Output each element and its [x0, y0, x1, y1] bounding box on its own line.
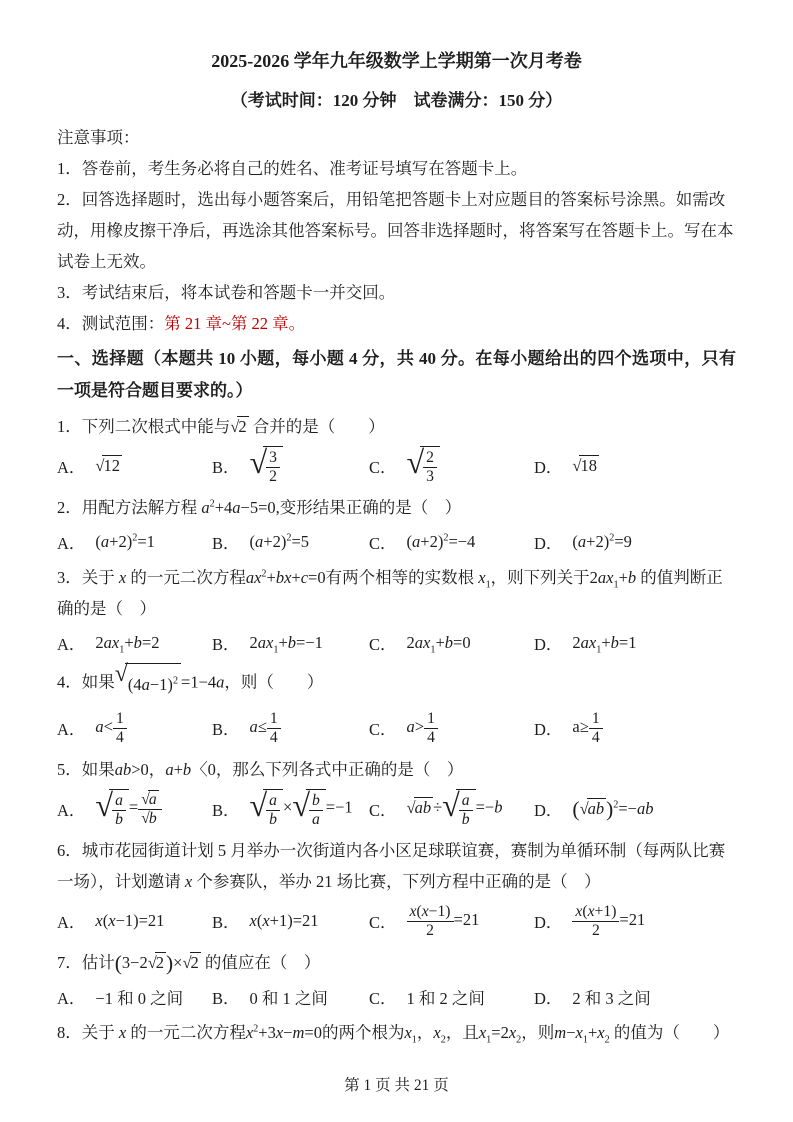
- question-7: [57, 947, 736, 1013]
- option-label: B．: [212, 913, 240, 932]
- option-label: A．: [57, 801, 86, 820]
- option-label: A．: [57, 458, 86, 477]
- option-label: A．: [57, 533, 86, 553]
- question-6: [57, 835, 736, 943]
- question-1-option-d: [534, 454, 736, 478]
- option-label: D．: [534, 533, 563, 553]
- option-formula: √ $\frac{a}{b}$ = $\frac{√a}{√b}$: [95, 789, 161, 828]
- question-5-option-d: [534, 797, 736, 821]
- option-formula: a≤ $\frac{1}{4}$: [250, 710, 281, 746]
- question-2: [57, 492, 736, 558]
- option-formula: x(x+1)=21: [249, 911, 319, 930]
- question-3-option-d: [534, 631, 736, 655]
- notices-heading: 注意事项：: [57, 128, 140, 147]
- question-5-option-b: [212, 789, 369, 828]
- option-formula: $(a+2)^2=9$: [572, 531, 632, 551]
- page-subtitle: （考试时间：120 分钟 试卷满分：150 分）: [230, 91, 563, 110]
- question-6-option-d: [534, 903, 736, 939]
- notice-item-4: 4．测试范围：第 21 章~第 22 章。: [57, 314, 306, 333]
- question-8: [57, 1017, 736, 1048]
- option-label: C．: [369, 720, 397, 739]
- option-label: B．: [212, 988, 240, 1008]
- option-formula: $2ax_1+b=1$: [572, 632, 637, 655]
- question-4-option-c: [369, 710, 534, 746]
- option-formula: √ $\frac{2}{3}$: [407, 446, 440, 485]
- question-6-stem: 6．城市花园街道计划 5 月举办一次街道内各小区足球联谊赛，赛制为单循环制（每两队比赛一场），计划邀请 x 个参赛队，举办 21 场比赛，下列方程中正确的是（ ）: [57, 841, 726, 891]
- question-5-option-c: [369, 789, 534, 828]
- option-label: C．: [369, 533, 397, 553]
- question-6-options: [57, 899, 736, 943]
- question-3-option-c: [369, 631, 534, 655]
- option-label: C．: [369, 988, 397, 1008]
- option-text: 1 和 2 之间: [406, 988, 485, 1008]
- notice-item-2: 2．回答选择题时，选出每小题答案后，用铅笔把答题卡上对应题目的答案标号涂黑。如需改动，用橡皮擦干净后，再选涂其他答案标号。回答非选择题时，将答案写在答题卡上。写在本试卷上无效。: [57, 190, 734, 271]
- option-formula: $\frac{x(x+1)}{2}$ =21: [572, 903, 645, 939]
- option-formula: √ab ÷ √ $\frac{a}{b}$ =−b: [406, 787, 503, 828]
- notice-item-3: 3．考试结束后，将本试卷和答题卡一并交回。: [57, 283, 396, 302]
- question-4-options: [57, 706, 736, 750]
- option-text: −1 和 0 之间: [95, 988, 184, 1008]
- notices-section: [57, 122, 736, 339]
- question-5-option-a: [57, 789, 212, 828]
- option-formula: $(√ab)^2=-ab$: [572, 797, 654, 822]
- question-7-option-c: [369, 985, 534, 1009]
- option-label: B．: [212, 533, 240, 553]
- option-label: B．: [212, 801, 240, 820]
- option-label: B．: [212, 720, 240, 739]
- option-formula: √18: [572, 456, 597, 475]
- option-formula: $(a+2)^2=1$: [95, 531, 155, 551]
- option-formula: a> $\frac{1}{4}$: [407, 710, 438, 746]
- option-label: C．: [369, 458, 397, 477]
- option-formula: $2ax_1+b=2$: [95, 632, 160, 655]
- section-heading-choice: 一、选择题（本题共 10 小题，每小题 4 分，共 40 分。在每小题给出的四个选项中，只有一项是符合题目要求的。）: [57, 349, 736, 400]
- option-formula: √ $\frac{a}{b}$ × √ $\frac{b}{a}$ =−1: [249, 787, 353, 828]
- option-label: D．: [534, 801, 563, 820]
- option-formula: x(x−1)=21: [95, 911, 165, 930]
- question-3-option-b: [212, 631, 369, 655]
- question-1-option-c: [369, 446, 534, 485]
- page-title: 2025-2026 学年九年级数学上学期第一次月考卷: [211, 51, 582, 71]
- question-7-option-a: [57, 985, 212, 1009]
- question-7-option-d: [534, 985, 736, 1009]
- option-formula: $\frac{x(x-1)}{2}$ =21: [407, 903, 480, 939]
- question-4-option-a: [57, 710, 212, 746]
- question-5: [57, 754, 736, 831]
- question-3-options: [57, 626, 736, 659]
- page-footer: 第 1 页 共 21 页: [344, 1077, 449, 1094]
- option-label: C．: [369, 913, 397, 932]
- option-label: C．: [369, 634, 397, 654]
- question-2-option-c: [369, 530, 534, 554]
- option-formula: $2ax_1+b=0$: [406, 632, 471, 655]
- option-formula: a< $\frac{1}{4}$: [95, 710, 126, 746]
- question-6-option-c: [369, 903, 534, 939]
- option-label: D．: [534, 634, 563, 654]
- option-label: A．: [57, 720, 86, 739]
- question-4-stem: 4．如果 √ $(4a-1)^2$ =1−4a，则（ ）: [57, 663, 736, 704]
- question-7-stem: 7．估计(3−2√2)×√2 的值应在（ ）: [57, 951, 321, 976]
- option-label: B．: [212, 634, 240, 654]
- option-label: D．: [534, 720, 563, 739]
- question-4: [57, 663, 736, 750]
- option-label: A．: [57, 634, 86, 654]
- question-5-options: [57, 787, 736, 831]
- question-6-option-b: [212, 909, 369, 933]
- question-1-option-b: [212, 446, 369, 485]
- option-label: D．: [534, 913, 563, 932]
- question-7-options: [57, 980, 736, 1013]
- option-formula: √ $\frac{3}{2}$: [250, 446, 283, 485]
- option-formula: $(a+2)^2=-4$: [406, 531, 476, 551]
- question-3-option-a: [57, 631, 212, 655]
- option-text: 0 和 1 之间: [249, 988, 328, 1008]
- question-2-option-d: [534, 530, 736, 554]
- option-text: 2 和 3 之间: [572, 988, 651, 1008]
- question-2-options: [57, 525, 736, 558]
- option-formula: $2ax_1+b=-1$: [249, 632, 323, 655]
- option-label: A．: [57, 913, 86, 932]
- option-formula: $(a+2)^2=5$: [249, 531, 309, 551]
- question-3-stem: 3．关于 x 的一元二次方程$ax^2+bx+c=0$有两个相等的实数根 $x_1$，则下列关于$2ax_1+b$ 的值判断正确的是（ ）: [57, 568, 723, 618]
- question-1-option-a: [57, 454, 212, 478]
- notice-item-1: 1．答卷前，考生务必将自己的姓名、准考证号填写在答题卡上。: [57, 159, 528, 178]
- question-7-option-b: [212, 985, 369, 1009]
- question-8-stem: 8．关于 x 的一元二次方程$x^2+3x-m=0$的两个根为$x_1$，$x_2$，且$x_1=2x_2$，则$m-x_1+x_2$ 的值为（ ）: [57, 1023, 730, 1046]
- question-2-option-b: [212, 530, 369, 554]
- option-formula: a≥ $\frac{1}{4}$: [572, 710, 602, 746]
- option-label: D．: [534, 988, 563, 1008]
- option-formula: √12: [95, 456, 120, 475]
- option-label: A．: [57, 988, 86, 1008]
- question-4-option-d: [534, 710, 736, 746]
- question-1-stem: 1．下列二次根式中能与√2 合并的是（ ）: [57, 417, 385, 436]
- option-label: D．: [534, 458, 563, 477]
- question-1-options: [57, 444, 736, 488]
- question-2-stem: 2．用配方法解方程 $a^2+4a-5=0$,变形结果正确的是（ ）: [57, 498, 462, 517]
- question-2-option-a: [57, 530, 212, 554]
- question-1: [57, 411, 736, 488]
- option-label: B．: [212, 458, 240, 477]
- question-3: [57, 562, 736, 659]
- option-label: C．: [369, 801, 397, 820]
- question-5-stem: 5．如果ab>0，a+b〈0，那么下列各式中正确的是（ ）: [57, 760, 464, 779]
- question-6-option-a: [57, 909, 212, 933]
- question-4-option-b: [212, 710, 369, 746]
